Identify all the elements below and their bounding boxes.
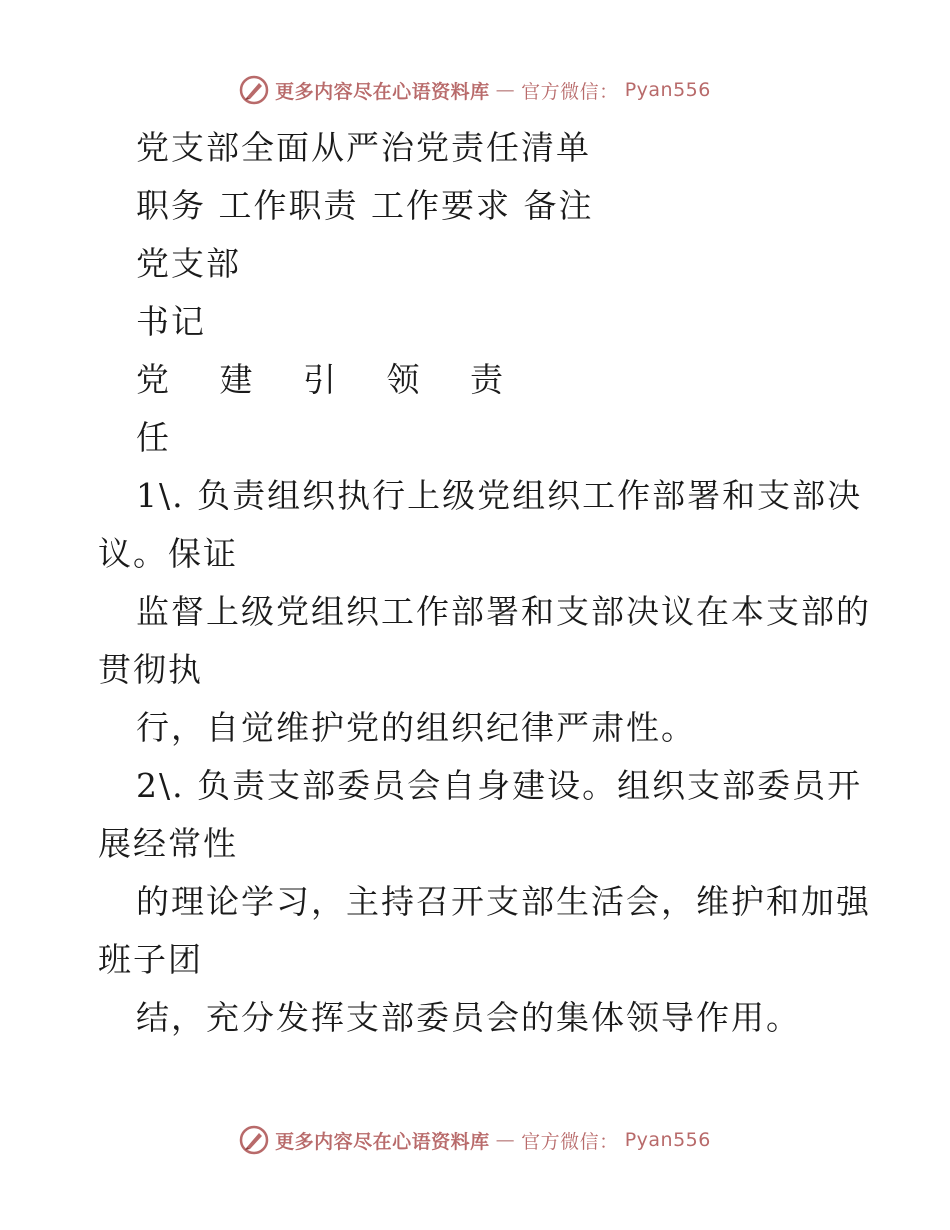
document-title: 党支部全面从严治党责任清单 (136, 128, 591, 167)
pen-logo-icon (239, 75, 269, 105)
table-header-row: 职务 工作职责 工作要求 备注 (136, 186, 594, 225)
footer-watermark (0, 1120, 950, 1160)
paragraph-line: 1\. 负责组织执行上级党组织工作部署和支部决 (136, 476, 863, 515)
paragraph-line: 议。保证 (98, 534, 238, 573)
role-name-line-1: 党支部 (136, 244, 241, 283)
paragraph-line: 行，自觉维护党的组织纪律严肃性。 (136, 708, 696, 747)
watermark-site-name: 更多内容尽在心语资料库 (275, 80, 490, 103)
paragraph-line: 结，充分发挥支部委员会的集体领导作用。 (136, 998, 801, 1037)
paragraph-line: 贯彻执 (98, 650, 203, 689)
duty-heading-line-2: 任 (136, 418, 171, 457)
watermark-banner (239, 75, 711, 105)
duty-heading-line-1: 党 建 引 领 责 (136, 360, 523, 399)
watermark-site-name: 更多内容尽在心语资料库 (275, 1130, 490, 1153)
watermark-wechat-label: 官方微信： (521, 1130, 619, 1153)
paragraph-line: 班子团 (98, 940, 203, 979)
paragraph-line: 监督上级党组织工作部署和支部决议在本支部的 (136, 592, 871, 631)
role-name-line-2: 书记 (136, 302, 206, 341)
paragraph-line: 2\. 负责支部委员会自身建设。组织支部委员开 (136, 766, 863, 805)
pen-logo-icon (239, 1125, 269, 1155)
watermark-dash: — (495, 79, 516, 101)
header-watermark (0, 70, 950, 110)
watermark-wechat-handle: Pyan556 (624, 79, 711, 101)
watermark-wechat-handle: Pyan556 (624, 1129, 711, 1151)
watermark-banner (239, 1125, 711, 1155)
paragraph-line: 的理论学习，主持召开支部生活会，维护和加强 (136, 882, 871, 921)
watermark-dash: — (495, 1129, 516, 1151)
paragraph-line: 展经常性 (98, 824, 238, 863)
watermark-wechat-label: 官方微信： (521, 80, 619, 103)
